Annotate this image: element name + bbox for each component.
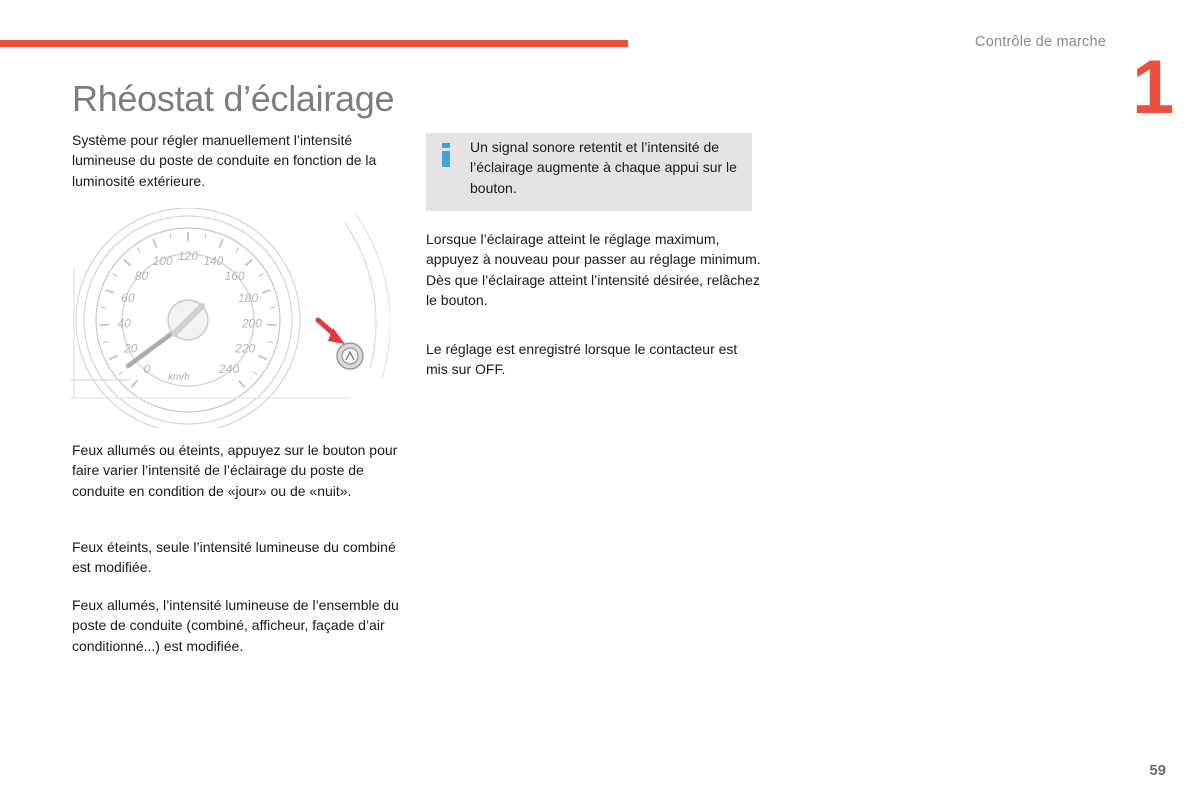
speed-tick xyxy=(219,239,223,247)
speed-tick xyxy=(245,260,252,266)
speed-minor-tick xyxy=(259,274,263,277)
speed-tick xyxy=(259,355,267,359)
speed-tick xyxy=(267,325,276,326)
red-pointer-arrow-icon xyxy=(318,320,345,344)
speed-unit-label: km/h xyxy=(168,372,190,383)
chapter-number: 1 xyxy=(1132,45,1175,130)
speed-minor-tick xyxy=(205,234,206,239)
paragraph-max-min xyxy=(426,229,761,310)
paragraph-lights-off: Feux éteints, seule l’intensité lumineuse du combiné est modifiée. xyxy=(72,539,396,576)
speed-tick-label: 0 xyxy=(143,362,151,377)
paragraph-release-button: Dès que l’éclairage atteint l’intensité désirée, relâchez le bouton. xyxy=(426,271,760,308)
speed-tick-label: 220 xyxy=(235,341,256,356)
speed-minor-tick xyxy=(101,307,106,308)
speed-tick xyxy=(153,239,157,247)
speed-tick xyxy=(105,290,113,293)
paragraph-day-night: Feux allumés ou éteints, appuyez sur le bouton pour faire varier l’intensité de l’éclairage du poste de conduite en condition de «jour» ou de «nuit». xyxy=(72,442,398,499)
page-title: Rhéostat d’éclairage xyxy=(72,78,395,119)
speed-tick-label: 120 xyxy=(177,249,199,263)
speed-minor-tick xyxy=(236,248,239,252)
dimmer-button-icon xyxy=(337,343,363,369)
speed-minor-tick xyxy=(119,371,123,374)
speed-tick xyxy=(131,381,137,388)
speed-tick-label: 180 xyxy=(238,291,259,306)
speed-tick xyxy=(262,290,270,293)
needle xyxy=(128,300,208,366)
speed-minor-tick xyxy=(170,234,171,239)
speed-tick xyxy=(239,381,245,388)
speed-tick-label: 20 xyxy=(124,341,138,356)
paragraph-max-reached: Lorsque l’éclairage atteint le réglage maximum, appuyez à nouveau pour passer au réglage minimum. xyxy=(426,231,761,268)
speed-tick xyxy=(124,260,131,266)
speed-minor-tick xyxy=(113,274,117,277)
speed-minor-tick xyxy=(270,307,275,308)
speed-tick xyxy=(100,325,109,326)
page-number: 59 xyxy=(1149,762,1166,779)
speed-tick-label: 140 xyxy=(203,254,224,269)
intro-paragraph: Système pour régler manuellement l’intensité lumineuse du poste de conduite en fonction de la luminosité extérieure. xyxy=(72,132,377,189)
speed-tick-label: 100 xyxy=(152,254,173,269)
speed-minor-tick xyxy=(253,371,257,374)
info-icon xyxy=(440,143,452,167)
speed-minor-tick xyxy=(103,341,108,342)
speed-tick-label: 240 xyxy=(219,362,240,377)
speedometer-illustration xyxy=(70,208,390,428)
info-text: Un signal sonore retentit et l’intensité de l’éclairage augmente à chaque appui sur le bouton. xyxy=(470,139,737,196)
speed-tick-label: 40 xyxy=(117,316,131,331)
info-box xyxy=(426,133,752,211)
paragraph-lights-on: Feux allumés, l’intensité lumineuse de l’ensemble du poste de conduite (combiné, afficheur, façade d’air conditionné...) est modifiée. xyxy=(72,597,399,654)
speed-tick-label: 200 xyxy=(241,316,262,331)
speed-minor-tick xyxy=(138,248,141,252)
section-header: Contrôle de marche xyxy=(975,34,1106,50)
speed-tick-label: 60 xyxy=(121,291,135,306)
speed-minor-tick xyxy=(268,341,273,342)
speed-tick-label: 80 xyxy=(134,269,149,284)
header-accent-bar xyxy=(0,40,628,47)
paragraph-setting-saved: Le réglage est enregistré lorsque le contacteur est mis sur OFF. xyxy=(426,341,738,378)
speed-tick-label: 160 xyxy=(224,269,245,284)
speed-tick xyxy=(109,355,117,359)
